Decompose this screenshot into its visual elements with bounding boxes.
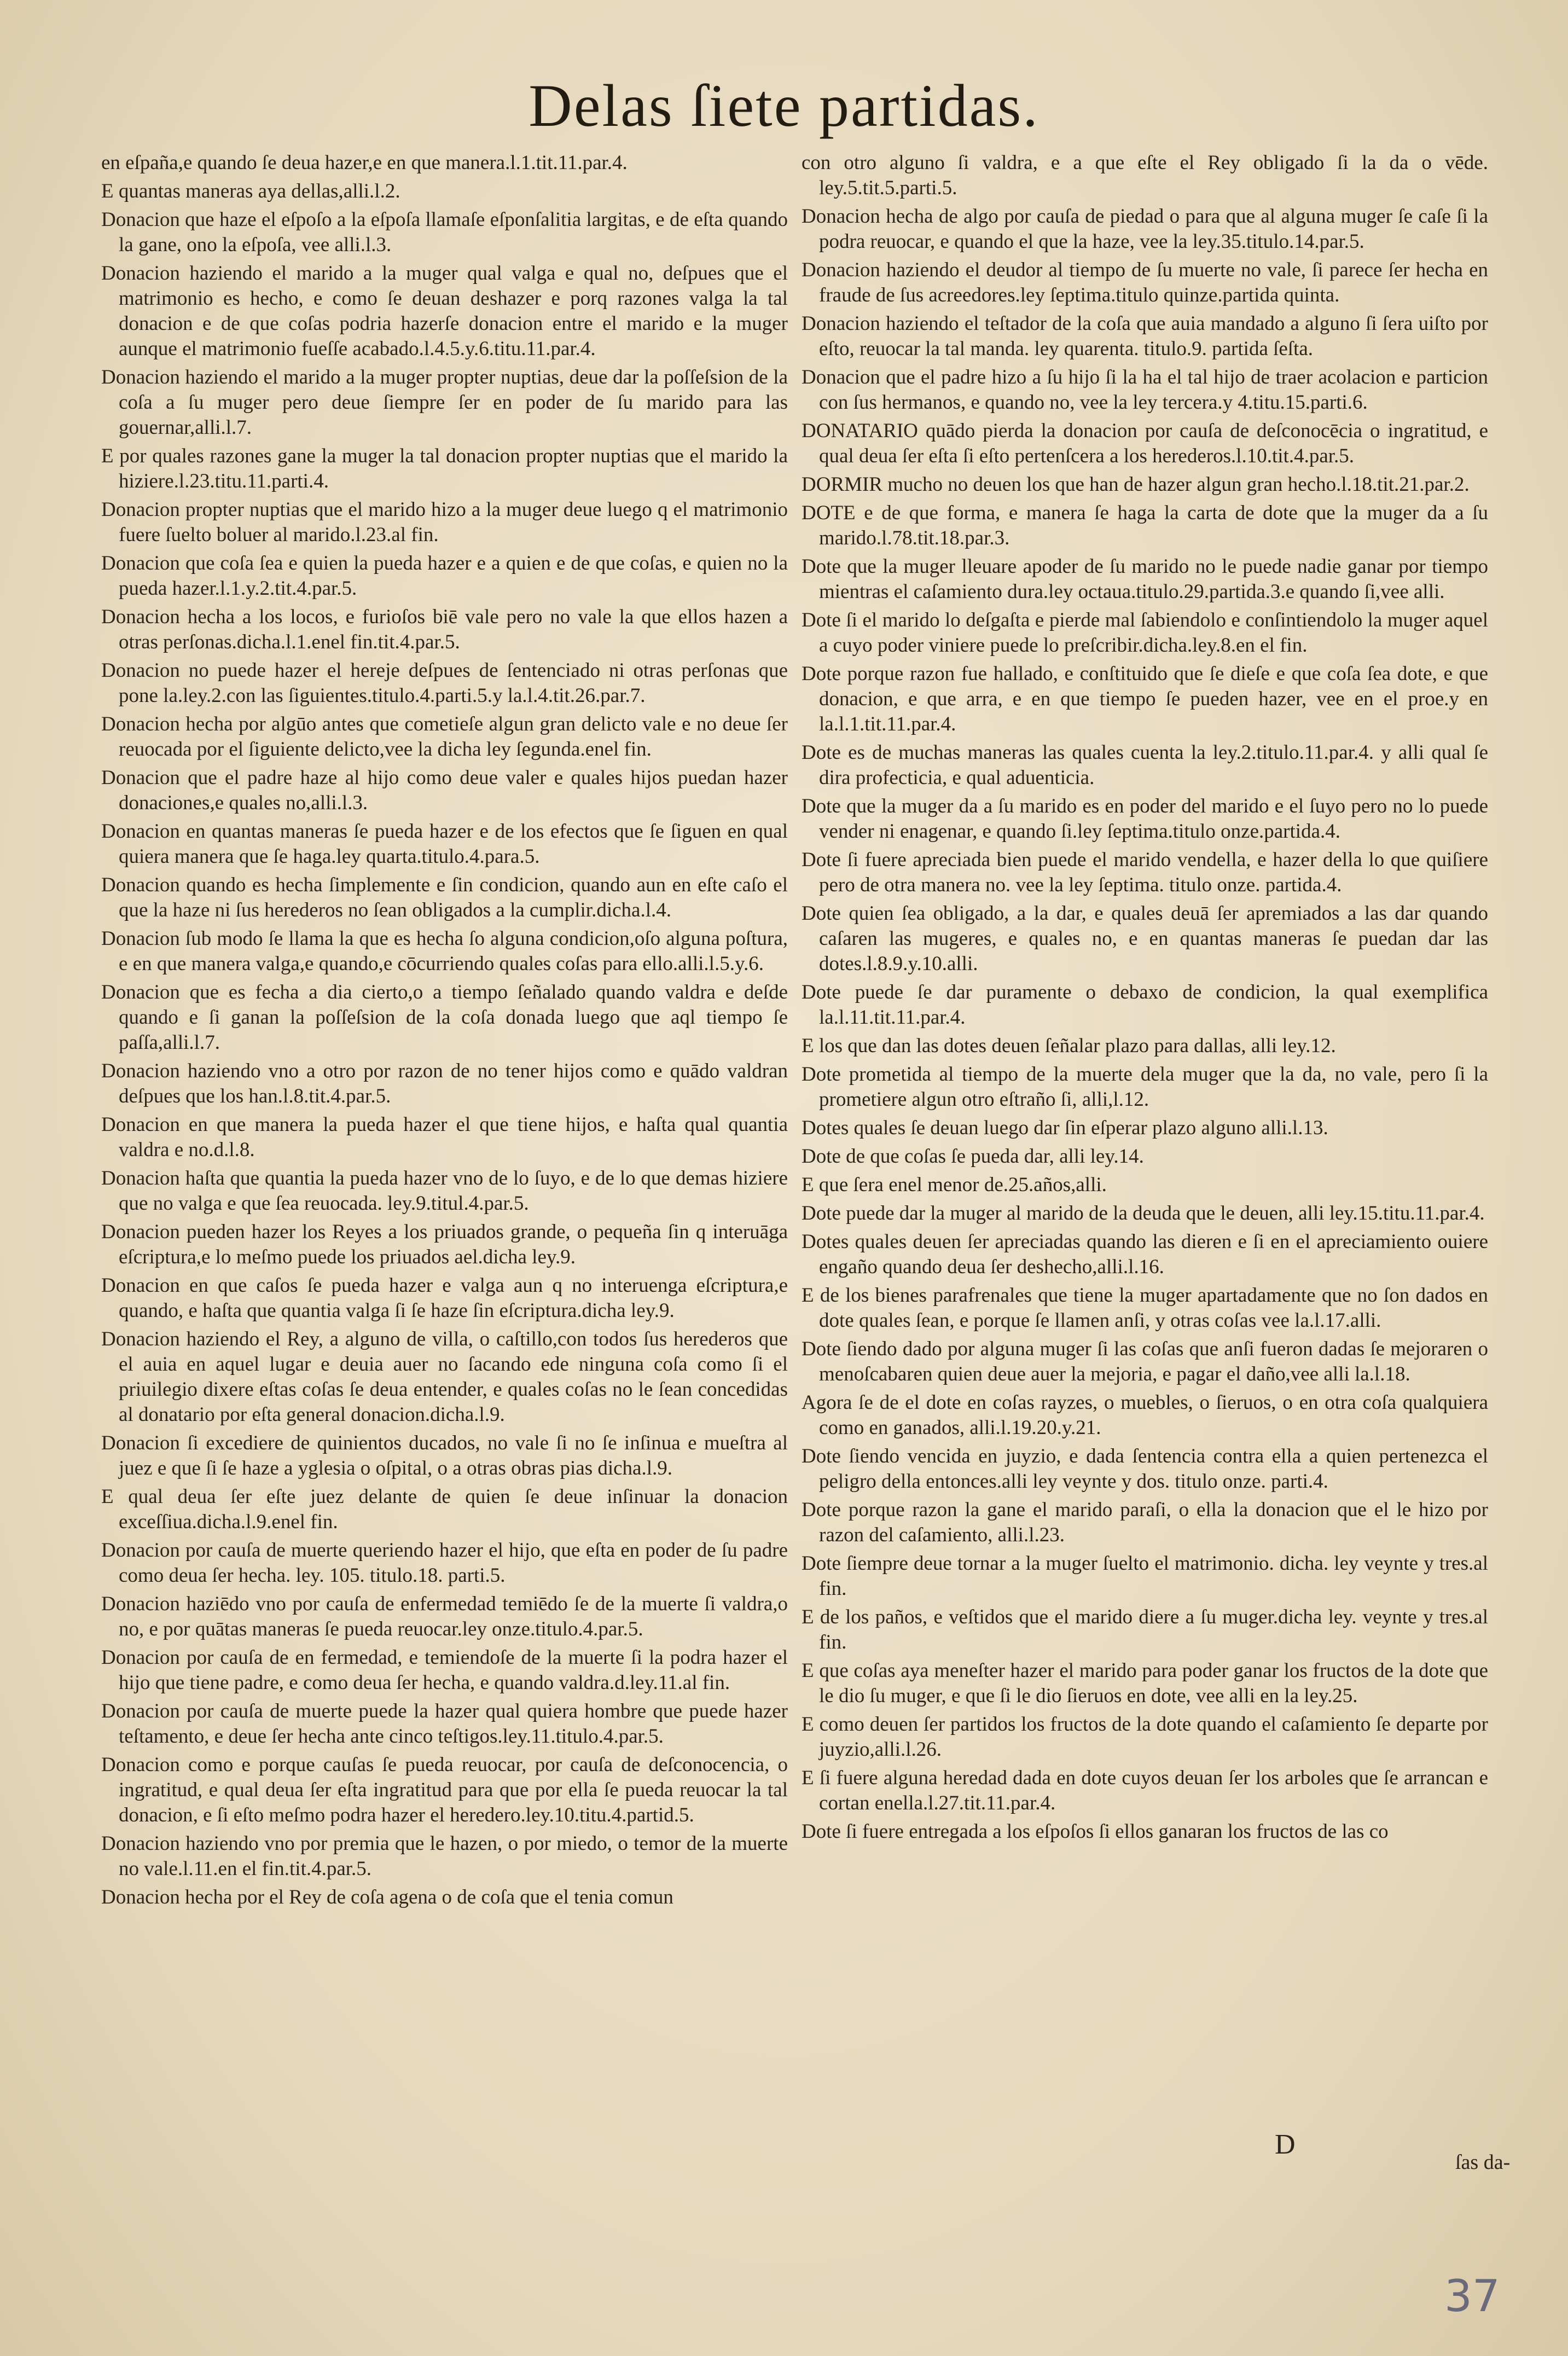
index-entry: E como deuen ſer partidos los fructos de la dote quando el caſamiento ſe departe por juyzio,alli.l.26. [802, 1713, 1488, 1761]
index-entry: Dote ſi fuere entregada a los eſpoſos ſi ellos ganaran los fructos de las co [802, 1820, 1389, 1843]
index-entry: Dote que la muger lleuare apoder de ſu marido no le puede nadie ganar por tiempo mientras el caſamiento dura.ley octaua.titulo.29.partida.3.e quando ſi,vee alli. [802, 555, 1488, 603]
index-entry: Donacion que es fecha a dia cierto,o a tiempo ſeñalado quando valdra e deſde quando e ſi ganan la poſſeſsion de la coſa donada luego que aql tiempo ſe paſſa,alli.l.7. [101, 981, 788, 1054]
index-entry: Donacion no puede hazer el hereje deſpues de ſentenciado ni otras perſonas que pone la.ley.2.con las ſiguientes.titulo.4.parti.5.y la.l.4.tit.26.par.7. [101, 659, 788, 707]
folio-number: 37 [1444, 2271, 1500, 2322]
index-entry: Dote ſi el marido lo deſgaſta e pierde mal ſabiendolo e conſintiendolo la muger aquel a cuyo poder viniere puede lo preſcribir.dicha.ley.8.en el fin. [802, 609, 1488, 657]
index-entry: E qual deua ſer eſte juez delante de quien ſe deue inſinuar la donacion exceſſiua.dicha.l.9.enel fin. [101, 1485, 788, 1533]
index-entry: Dote puede dar la muger al marido de la deuda que le deuen, alli ley.15.titu.11.par.4. [802, 1202, 1485, 1225]
index-entry: Donacion pueden hazer los Reyes a los priuados grande, o pequeña ſin q interuāga eſcriptura,e lo meſmo puede los priuados ael.dicha ley.9. [101, 1221, 788, 1268]
index-entry: Donacion en que caſos ſe pueda hazer e valga aun q no interuenga eſcriptura,e quando, e haſta que quantia valga ſi ſe haze ſin eſcriptura.dicha ley.9. [101, 1274, 788, 1322]
index-entry: Donacion ſi excediere de quinientos ducados, no vale ſi no ſe inſinua e mueſtra al juez e que ſi ſe haze a yglesia o oſpital, o a otras obras pias dicha.l.9. [101, 1432, 788, 1479]
index-entry: Donacion en quantas maneras ſe pueda hazer e de los efectos que ſe ſiguen en qual quiera manera que ſe haga.ley quarta.titulo.4.para.5. [101, 820, 788, 868]
index-entry: E que ſera enel menor de.25.años,alli. [802, 1174, 1107, 1196]
index-entry: Donacion por cauſa de en fermedad, e temiendoſe de la muerte ſi la podra hazer el hijo que tiene padre, e como deua ſer hecha, e quando valdra.d.ley.11.al fin. [101, 1646, 788, 1694]
index-entry: Dote que la muger da a ſu marido es en poder del marido e el ſuyo pero no lo puede vender ni enagenar, e quando ſi.ley ſeptima.titulo onze.partida.4. [802, 795, 1488, 843]
index-entry: Dotes quales ſe deuan luego dar ſin eſperar plazo alguno alli.l.13. [802, 1117, 1328, 1139]
index-entry: Dote de que coſas ſe pueda dar, alli ley.14. [802, 1145, 1144, 1168]
index-entry: DOTE e de que forma, e manera ſe haga la carta de dote que la muger da a ſu marido.l.78.tit.18.par.3. [802, 502, 1488, 549]
index-entry: Donacion haſta que quantia la pueda hazer vno de lo ſuyo, e de lo que demas hiziere que no valga e que ſea reuocada. ley.9.titul.4.par.5. [101, 1167, 788, 1215]
index-entry: Donacion haziendo vno a otro por razon de no tener hijos como e quādo valdran deſpues que los han.l.8.tit.4.par.5. [101, 1060, 788, 1107]
signature-mark: D [1275, 2129, 1296, 2160]
index-entry: Donacion haziendo vno por premia que le hazen, o por miedo, o temor de la muerte no vale.l.11.en el fin.tit.4.par.5. [101, 1832, 788, 1880]
index-entry: Donacion ſub modo ſe llama la que es hecha ſo alguna condicion,oſo alguna poſtura, e en que manera valga,e quando,e cōcurriendo quales coſas para ello.alli.l.5.y.6. [101, 927, 788, 975]
right-column [802, 150, 1488, 1848]
index-entry: Donacion que el padre hizo a ſu hijo ſi la ha el tal hijo de traer acolacion e particion con ſus hermanos, e quando no, vee la ley tercera.y 4.titu.15.parti.6. [802, 366, 1488, 414]
catchword: ſas da- [1455, 2151, 1511, 2174]
index-entry: Donacion que el padre haze al hijo como deue valer e quales hijos puedan hazer donaciones,e quales no,alli.l.3. [101, 767, 788, 814]
index-entry: Donacion por cauſa de muerte puede la hazer qual quiera hombre que puede hazer teſtamento, e deue ſer hecha ante cinco teſtigos.ley.11.titulo.4.par.5. [101, 1700, 788, 1748]
index-entry: Dote porque razon la gane el marido paraſi, o ella la donacion que el le hizo por razon del caſamiento, alli.l.23. [802, 1499, 1488, 1546]
index-entry: Donacion que haze el eſpoſo a la eſpoſa llamaſe eſponſalitia largitas, e de eſta quando la gane, ono la eſpoſa, vee alli.l.3. [101, 208, 788, 256]
index-entry: E por quales razones gane la muger la tal donacion propter nuptias que el marido la hiziere.l.23.titu.11.parti.4. [101, 445, 788, 492]
index-entry: DORMIR mucho no deuen los que han de hazer algun gran hecho.l.18.tit.21.par.2. [802, 473, 1470, 496]
index-entry: Donacion propter nuptias que el marido hizo a la muger deue luego q el matrimonio fuere ſuelto boluer al marido.l.23.al fin. [101, 498, 788, 546]
index-entry: DONATARIO quādo pierda la donacion por cauſa de deſconocēcia o ingratitud, e qual deua ſer eſta ſi eſto pertenſcera a los herederos.l.10.tit.4.par.5. [802, 420, 1488, 467]
index-entry: Donacion como e porque cauſas ſe pueda reuocar, por cauſa de deſconocencia, o ingratitud, e qual deua ſer eſta ingratitud para que por ella ſe pueda reuocar la tal donacion, e ſi eſto meſmo podra hazer el heredero.ley.10.titu.4.partid.5. [101, 1754, 788, 1826]
index-entry: Donacion en que manera la pueda hazer el que tiene hijos, e haſta qual quantia valdra e no.d.l.8. [101, 1113, 788, 1161]
index-entry: Donacion haziendo el Rey, a alguno de villa, o caſtillo,con todos ſus herederos que el auia en aquel lugar e deuia auer no ſacando ede ninguna coſa como ſi el priuilegio dixere eſtas coſas ſe deua entender, e quales coſas no le ſean concedidas al donatario por eſta general donacion.dicha.l.9. [101, 1328, 788, 1426]
index-entry: E que coſas aya meneſter hazer el marido para poder ganar los fructos de la dote que le dio ſu muger, e que ſi le dio ſieruos en dote, vee alli en la ley.25. [802, 1659, 1488, 1707]
index-entry: Donacion por cauſa de muerte queriendo hazer el hijo, que eſta en poder de ſu padre como deua ſer hecha. ley. 105. titulo.18. parti.5. [101, 1539, 788, 1587]
index-entry: Dote ſi fuere apreciada bien puede el marido vendella, e hazer della lo que quiſiere pero de otra manera no. vee la ley ſeptima. titulo onze. partida.4. [802, 849, 1488, 896]
index-entry: Dote ſiendo dado por alguna muger ſi las coſas que anſi fueron dadas ſe mejoraren o menoſcabaren quien deue auer la mejoria, e pagar el daño,vee alli la.l.18. [802, 1338, 1488, 1385]
index-entry: Dote ſiendo vencida en juyzio, e dada ſentencia contra ella a quien pertenezca el peligro della entonces.alli ley veynte y dos. titulo onze. parti.4. [802, 1445, 1488, 1493]
index-entry: Donacion haziendo el marido a la muger propter nuptias, deue dar la poſſeſsion de la coſa a ſu muger pero deue ſiempre ſer en poder de ſu marido para las gouernar,alli.l.7. [101, 366, 788, 439]
index-entry: Donacion hecha de algo por cauſa de piedad o para que al alguna muger ſe caſe ſi la podra reuocar, e quando el que la haze, vee la ley.35.titulo.14.par.5. [802, 205, 1488, 253]
index-entry: Dote porque razon fue hallado, e conſtituido que ſe dieſe e que coſa ſea dote, e que donacion, e que arra, e en que tiempo ſe pueden hazer, vee en el proe.y en la.l.1.tit.11.par.4. [802, 663, 1488, 735]
index-entry: Donacion haziendo el teſtador de la coſa que auia mandado a alguno ſi ſera uiſto por eſto, reuocar la tal manda. ley quarenta. titulo.9. partida ſeſta. [802, 312, 1488, 360]
index-entry: Donacion hecha a los locos, e furioſos biē vale pero no vale la que ellos hazen a otras perſonas.dicha.l.1.enel fin.tit.4.par.5. [101, 606, 788, 653]
index-entry: E ſi fuere alguna heredad dada en dote cuyos deuan ſer los arboles que ſe arrancan e cortan enella.l.27.tit.11.par.4. [802, 1767, 1488, 1814]
index-entry: E de los bienes parafrenales que tiene la muger apartadamente que no ſon dados en dote quales ſean, e porque ſe llamen anſi, y otras coſas vee la.l.17.alli. [802, 1284, 1488, 1332]
index-entry: Donacion haziēdo vno por cauſa de enfermedad temiēdo ſe de la muerte ſi valdra,o no, e por quātas maneras ſe pueda reuocar.ley onze.titulo.4.par.5. [101, 1593, 788, 1640]
left-column [101, 150, 788, 1913]
index-entry: Dote quien ſea obligado, a la dar, e quales deuā ſer apremiados a las dar quando caſaren las mugeres, e quales no, e en quantas maneras ſe puedan dar las dotes.l.8.9.y.10.alli. [802, 902, 1488, 975]
index-entry: Dote ſiempre deue tornar a la muger ſuelto el matrimonio. dicha. ley veynte y tres.al fin. [802, 1552, 1488, 1600]
index-entry: Donacion haziendo el deudor al tiempo de ſu muerte no vale, ſi parece ſer hecha en fraude de ſus acreedores.ley ſeptima.titulo quinze.partida quinta. [802, 259, 1488, 306]
page-title: Delas ſiete partidas. [529, 72, 1039, 139]
index-entry: Donacion hecha por algūo antes que cometieſe algun gran delicto vale e no deue ſer reuocada por el ſiguiente delicto,vee la dicha ley ſegunda.enel fin. [101, 713, 788, 761]
index-entry: Agora ſe de el dote en coſas rayzes, o muebles, o ſieruos, o en otra coſa qualquiera como en ganados, alli.l.19.20.y.21. [802, 1391, 1488, 1439]
index-entry: Donacion quando es hecha ſimplemente e ſin condicion, quando aun en eſte caſo el que la haze ni ſus herederos no ſean obligados a la cumplir.dicha.l.4. [101, 874, 788, 921]
index-entry: E de los paños, e veſtidos que el marido diere a ſu muger.dicha ley. veynte y tres.al fin. [802, 1606, 1488, 1653]
index-entry: Dote es de muchas maneras las quales cuenta la ley.2.titulo.11.par.4. y alli qual ſe dira profecticia, e qual aduenticia. [802, 741, 1488, 789]
index-entry: Dote prometida al tiempo de la muerte dela muger que la da, no vale, pero ſi la prometiere algun otro eſtraño ſi, alli,l.12. [802, 1063, 1488, 1111]
index-entry: E quantas maneras aya dellas,alli.l.2. [101, 180, 400, 202]
index-entry: Dote puede ſe dar puramente o debaxo de condicion, la qual exemplifica la.l.11.tit.11.par.4. [802, 981, 1488, 1029]
index-entry: Donacion haziendo el marido a la muger qual valga e qual no, deſpues que el matrimonio es hecho, e como ſe deuan deshazer e porq razones valga la tal donacion e de que coſas podria hazerſe donacion entre el marido e la muger aunque el matrimonio fueſſe acabado.l.4.5.y.6.titu.11.par.4. [101, 262, 788, 360]
index-entry: con otro alguno ſi valdra, e a que eſte el Rey obligado ſi la da o vēde. ley.5.tit.5.parti.5. [802, 152, 1488, 199]
index-entry: Donacion hecha por el Rey de coſa agena o de coſa que el tenia comun [101, 1886, 673, 1908]
index-entry: Dotes quales deuen ſer apreciadas quando las dieren e ſi en el apreciamiento ouiere engaño quando deua ſer deshecho,alli.l.16. [802, 1231, 1488, 1278]
index-entry: en eſpaña,e quando ſe deua hazer,e en que manera.l.1.tit.11.par.4. [101, 152, 628, 174]
index-entry: E los que dan las dotes deuen ſeñalar plazo para dallas, alli ley.12. [802, 1035, 1336, 1057]
index-entry: Donacion que coſa ſea e quien la pueda hazer e a quien e de que coſas, e quien no la pueda hazer.l.1.y.2.tit.4.par.5. [101, 552, 788, 600]
